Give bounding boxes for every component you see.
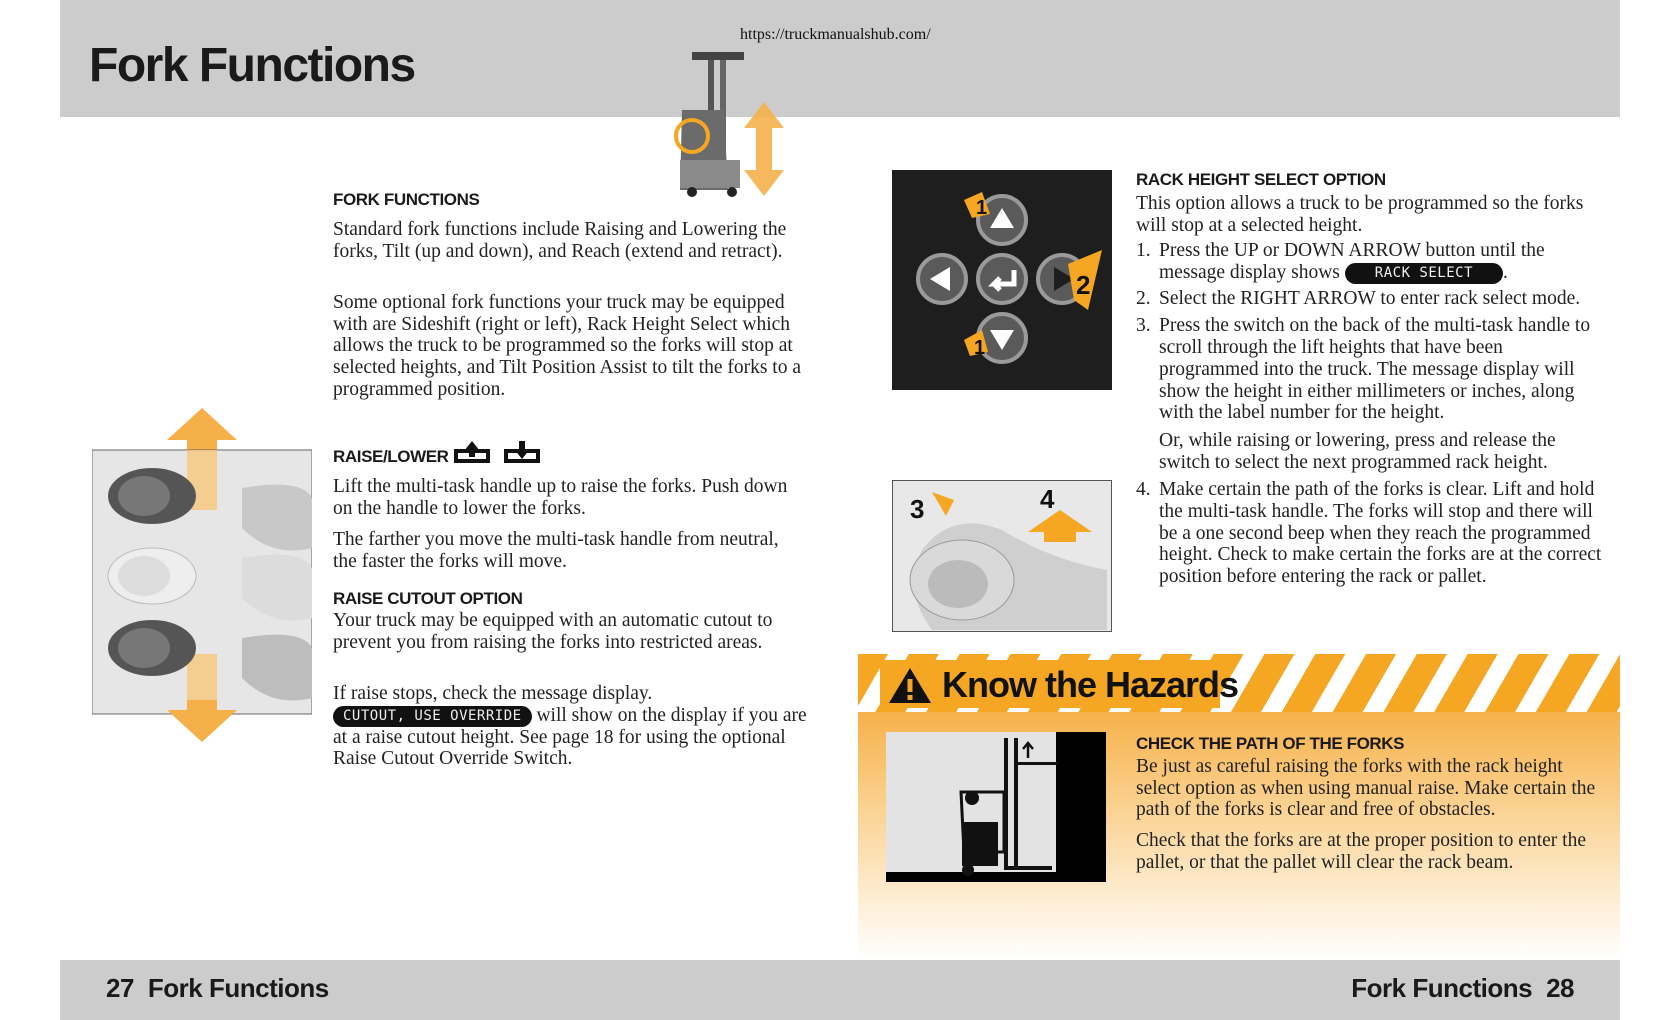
fork-functions-para-2: Some optional fork functions your truck may be equipped with are Sideshift (right or left), Rack Height Select which allows the truck to be programmed so the forks will stop at selected heights, and Tilt Position Assist to tilt the forks to a programmed position. bbox=[333, 292, 802, 400]
footer-right bbox=[1351, 973, 1588, 1004]
raise-lower-para-2: The farther you move the multi-task handle from neutral, the faster the forks will move. bbox=[333, 529, 779, 572]
display-keypad-illustration bbox=[892, 170, 1112, 390]
raise-lower-heading: RAISE/LOWER bbox=[333, 447, 449, 466]
step-number: 3. bbox=[1136, 315, 1151, 337]
raise-cutout-para-2b: will show on the display if you are at a raise cutout height. See page 18 for using the optional Raise Cutout Override Switch. bbox=[333, 704, 807, 770]
fork-path-illustration bbox=[886, 732, 1106, 882]
handle-closeup-illustration bbox=[892, 480, 1112, 632]
raise-cutout-para-2a: If raise stops, check the message display. bbox=[333, 683, 653, 704]
reach-truck-illustration bbox=[672, 50, 792, 200]
page-number-left: 27 bbox=[106, 973, 134, 1003]
step-3-text: Press the switch on the back of the multi-task handle to scroll through the lift heights that have been programmed into the truck. The message display will show the height in either millimeters or inches, along with the label number for the height. bbox=[1159, 315, 1591, 424]
source-url[interactable]: https://truckmanualshub.com/ bbox=[740, 26, 931, 43]
footer-title-right: Fork Functions bbox=[1351, 973, 1533, 1003]
footer-left bbox=[92, 973, 329, 1004]
keypad-label-right: 2 bbox=[1076, 270, 1091, 300]
raise-icon bbox=[454, 441, 490, 463]
step-3-alt-text: Or, while raising or lowering, press and release the switch to select the next programmed rack height. bbox=[1159, 429, 1556, 473]
rack-select-display: RACK SELECT bbox=[1345, 263, 1503, 284]
step-1-text: Press the UP or DOWN ARROW button until the message display shows bbox=[1159, 240, 1545, 283]
step-number: 2. bbox=[1136, 287, 1151, 309]
hazard-title-text: Know the Hazards bbox=[942, 664, 1239, 705]
step-4-text: Make certain the path of the forks is clear. Lift and hold the multi-task handle. The forks will stop and there will be a one second beep when they reach the programmed height. Check to make certain the forks are at the correct position before entering the rack or pallet. bbox=[1159, 479, 1602, 588]
lower-icon bbox=[504, 441, 540, 463]
hazard-para-2: Check that the forks are at the proper position to enter the pallet, or that the pallet will clear the rack beam. bbox=[1136, 830, 1586, 873]
rack-step-1 bbox=[1136, 240, 1606, 284]
rack-step-4 bbox=[1136, 479, 1606, 588]
hazard-heading: CHECK THE PATH OF THE FORKS bbox=[1136, 734, 1405, 753]
hazard-para-1: Be just as careful raising the forks with the rack height select option as when using manual raise. Make certain the path of the forks is clear and free of obstacles. bbox=[1136, 756, 1596, 821]
rack-height-intro: This option allows a truck to be programmed so the forks will stop at a selected height. bbox=[1136, 193, 1584, 236]
raise-cutout-para-2 bbox=[333, 683, 811, 770]
page-number-right: 28 bbox=[1546, 973, 1574, 1003]
raise-lower-icons bbox=[452, 441, 544, 469]
step-number: 4. bbox=[1136, 479, 1151, 501]
rack-height-heading: RACK HEIGHT SELECT OPTION bbox=[1136, 170, 1386, 189]
hazard-title bbox=[888, 664, 1238, 706]
rack-height-steps bbox=[1136, 240, 1606, 588]
raise-lower-para-1: Lift the multi-task handle up to raise the forks. Push down on the handle to lower the forks. bbox=[333, 476, 788, 519]
keypad-label-up: 1 bbox=[976, 197, 988, 219]
multi-task-handle-illustration bbox=[92, 408, 312, 742]
rack-step-2 bbox=[1136, 288, 1606, 310]
rack-step-3 bbox=[1136, 315, 1606, 473]
raise-cutout-heading: RAISE CUTOUT OPTION bbox=[333, 589, 523, 608]
step-number: 1. bbox=[1136, 240, 1151, 261]
page-title: Fork Functions bbox=[89, 39, 415, 92]
step-2-text: Select the RIGHT ARROW to enter rack select mode. bbox=[1159, 287, 1581, 309]
step-1-end: . bbox=[1503, 261, 1508, 283]
raise-cutout-para-1: Your truck may be equipped with an automatic cutout to prevent you from raising the forks into restricted areas. bbox=[333, 610, 773, 653]
fork-functions-para-1: Standard fork functions include Raising and Lowering the forks, Tilt (up and down), and Reach (extend and retract). bbox=[333, 219, 787, 262]
footer-title-left: Fork Functions bbox=[147, 973, 329, 1003]
fork-functions-heading: FORK FUNCTIONS bbox=[333, 190, 480, 209]
keypad-label-down: 1 bbox=[974, 337, 986, 359]
cutout-override-display: CUTOUT, USE OVERRIDE bbox=[333, 706, 532, 727]
handle-label-4: 4 bbox=[1040, 484, 1055, 514]
warning-icon bbox=[888, 666, 932, 704]
handle-label-3: 3 bbox=[910, 494, 925, 524]
